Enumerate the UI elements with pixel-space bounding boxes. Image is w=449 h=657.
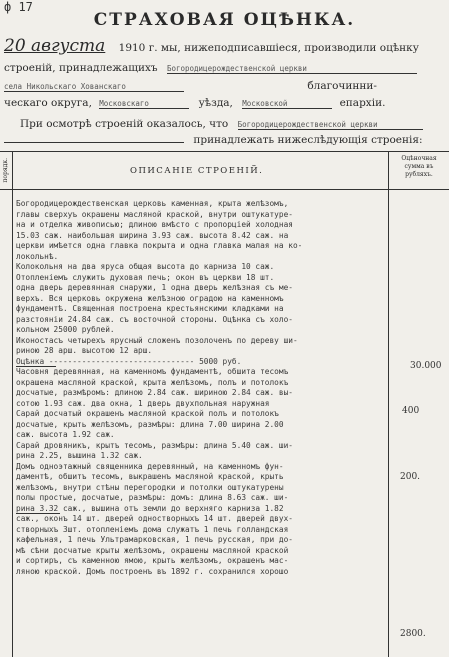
corner-mark: ф 17 bbox=[4, 0, 33, 14]
text-line: Часовня деревянная, на каменномъ фундаментѣ, обшита тесомъ bbox=[16, 367, 289, 376]
year-text: 1910 г. мы, нижеподписавшiеся, производили оцѣнку bbox=[118, 42, 419, 54]
text-line: досчатые, размѣромъ: длиною 2.84 саж. шириною 2.84 саж. вы- bbox=[16, 388, 293, 397]
eparchy-label: епархiи. bbox=[339, 97, 386, 109]
text-line: одна дверь деревянная снаружи, 1 одна дверь желѣзная съ ме- bbox=[16, 283, 293, 292]
text-line: 15.03 саж. наибольшая ширина 3.93 саж. высота 8.42 саж. на bbox=[16, 230, 289, 240]
inspection-prefix: При осмотрѣ строенiй оказалось, что bbox=[20, 118, 229, 130]
text-line: Колокольня на два яруса общая высота до карниза 10 саж. bbox=[16, 262, 275, 271]
text-line: фундаментѣ. Священная построена крестьянскими кладками на bbox=[16, 304, 284, 313]
description-column-header: ОПИСАНIЕ СТРОЕНIЙ. bbox=[130, 166, 264, 176]
amount-column-header: Оцѣночная сумма въ рубляхъ. bbox=[401, 155, 437, 178]
text-line: Сарай досчатый окрашенъ масляной краской полъ и потолокъ bbox=[16, 409, 279, 418]
text-line: желѣзомъ, внутри стѣны перегородки и потолки оштукатурены bbox=[16, 482, 284, 492]
page-title: СТРАХОВАЯ ОЦѢНКА. bbox=[93, 10, 356, 30]
district-prefix: ческаго округа, bbox=[4, 97, 92, 109]
header-line-1 bbox=[4, 36, 419, 56]
table-top-rule bbox=[0, 151, 449, 152]
text-line: кольном 25000 рублей. bbox=[16, 325, 115, 334]
blank-underline bbox=[4, 142, 184, 143]
uezd-stamp: Московскаго bbox=[99, 99, 189, 109]
text-line: Сарай дровяникъ, крытъ тесомъ, размѣры: длина 5.40 саж. ши- bbox=[16, 440, 293, 450]
text-line: Домъ одноэтажный священника деревянный, на каменномъ фун- bbox=[16, 461, 284, 471]
owner-stamp: Богородицерождественской церкви bbox=[167, 64, 417, 74]
header-line-6 bbox=[4, 134, 423, 146]
text-line: Богородицерождественская церковь каменная, крыта желѣзомъ, bbox=[16, 199, 289, 208]
header-line-2 bbox=[4, 62, 417, 74]
table-left-rule bbox=[12, 151, 13, 657]
text-line: Оцѣнка ------------------------------- 5000 руб. bbox=[16, 356, 242, 366]
text-line: Отопленiемъ служить духовая печь; окон въ церкви 18 шт. bbox=[16, 272, 275, 282]
amount-church: 30.000 bbox=[410, 361, 442, 371]
description-body bbox=[16, 199, 384, 577]
text-line: саж. высота 1.92 саж. bbox=[16, 430, 115, 439]
emphasis-underline bbox=[16, 513, 60, 514]
text-line: сотою 1.93 саж. два окна, 1 дверь двухпольная наружная bbox=[16, 398, 270, 408]
amount-chapel: 400 bbox=[402, 406, 420, 416]
header-line-3 bbox=[4, 80, 377, 92]
village-stamp: села Никольскаго Хованскаго bbox=[4, 82, 184, 92]
text-line: окрашена масляной краской, крыта желѣзомъ, полъ и потолокъ bbox=[16, 377, 289, 387]
text-line: риною 28 арш. высотою 12 арш. bbox=[16, 346, 153, 355]
text-line: саж., оконъ 14 шт. дверей одностворныхъ 14 шт. дверей двух- bbox=[16, 514, 293, 523]
uezd-label: уѣзда, bbox=[198, 97, 233, 109]
text-line: церкви имѣется одна главка покрыта и одна главка малая на ко- bbox=[16, 241, 303, 250]
handwritten-date: 20 августа bbox=[4, 36, 106, 56]
amount-shed: 200. bbox=[400, 472, 421, 482]
text-line: ляною краской. Домъ построенъ въ 1892 г. сохранился хорошо bbox=[16, 566, 289, 576]
header-line-4 bbox=[4, 97, 385, 109]
text-line: верхъ. Вся церковь окружена желѣзною оградою на каменномъ bbox=[16, 293, 284, 303]
text-line: Иконостасъ четырехъ ярусный сложенъ позолоченъ по дереву ши- bbox=[16, 335, 298, 345]
deanery-suffix: благочинни- bbox=[307, 80, 377, 92]
eparchy-stamp: Московской bbox=[242, 99, 332, 109]
header-line-5 bbox=[20, 118, 423, 130]
table-amount-rule bbox=[388, 151, 389, 657]
text-line: досчатые, крыть желѣзомъ, размѣры: длина 7.00 ширина 2.00 bbox=[16, 419, 284, 429]
text-line: разстоянiи 24.84 саж. съ восточной стороны. Оцѣнка съ холо- bbox=[16, 314, 293, 324]
amount-house: 2800. bbox=[400, 629, 426, 639]
text-line: кафельная, 1 печь Ультрамарковская, 1 печь русская, при до- bbox=[16, 535, 293, 544]
table-header-rule bbox=[0, 189, 449, 190]
text-line: рина 2.25, вышина 1.32 саж. bbox=[16, 451, 143, 460]
order-column-header: порядк. bbox=[2, 158, 9, 183]
emphasis-underline bbox=[16, 366, 56, 367]
text-line: главы сверхуъ окрашены масляной краской, внутри оштукатуре- bbox=[16, 209, 293, 219]
text-line: рина 3.32 саж., вышина отъ земли до верхняго карниза 1.82 bbox=[16, 503, 284, 513]
text-line: створныхъ 3шт. отопленiемъ дома служатъ 1 печь голландская bbox=[16, 524, 289, 534]
buildings-suffix: принадлежать нижеслѣдующiя строенiя: bbox=[193, 134, 423, 146]
text-line: и сортиръ, съ каменною ямою, крыть желѣзомъ, окрашенъ мас- bbox=[16, 556, 289, 565]
owner-prefix: строенiй, принадлежащихъ bbox=[4, 62, 158, 74]
text-line: мѣ сѣни досчатые крыты желѣзомъ, окрашены масляной краской bbox=[16, 545, 289, 555]
church-stamp: Богородицерождественской церкви bbox=[238, 120, 423, 130]
text-line: локольнѣ. bbox=[16, 251, 59, 261]
text-line: даментѣ, обшитъ тесомъ, выкрашенъ масляной краской, крыть bbox=[16, 472, 284, 481]
text-line: полы простые, досчатые, размѣры: домъ: длина 8.63 саж. ши- bbox=[16, 493, 289, 502]
text-line: на и отделка живописью; длиною вмѣсто с пропорцiей холодная bbox=[16, 220, 293, 229]
